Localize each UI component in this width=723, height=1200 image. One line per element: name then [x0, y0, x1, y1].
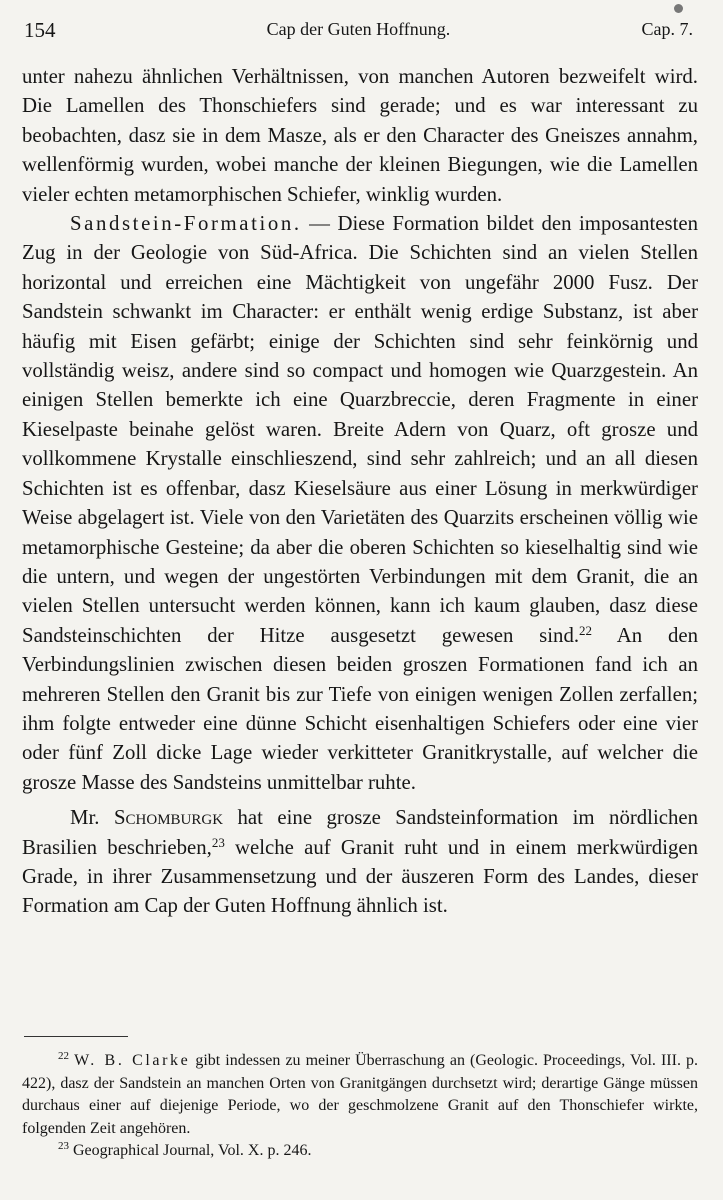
- body-text: [22, 62, 698, 921]
- footnote-ref-22: 22: [579, 622, 593, 638]
- page-number: 154: [24, 18, 56, 42]
- footnote-23: [22, 1140, 698, 1163]
- footnote-author: W. B. Clarke: [74, 1052, 191, 1069]
- footnote-marker-22: 22: [58, 1050, 69, 1062]
- paragraph-2: [22, 209, 698, 797]
- running-header: [24, 18, 693, 46]
- running-title: Cap der Guten Hoffnung.: [266, 19, 451, 39]
- footnote-marker-23: 23: [58, 1140, 69, 1152]
- footnote-23-text: Geographical Journal, Vol. X. p. 246.: [69, 1142, 312, 1159]
- section-heading: Sandstein-Formation.: [70, 212, 302, 236]
- paragraph-3-text-a: hat eine grosze Sandsteinformation im nördlichen Brasilien beschrieben,: [22, 806, 698, 859]
- paragraph-2-text-a: — Diese Formation bildet den imposantesten Zug in der Geologie von Süd-Africa. Die Schichten sind an vielen Stellen horizontal und erreichen eine Mächtigkeit von ungefähr 2000 Fusz. Der Sandstein schwankt im Character: er enthält wenig erdige Substanz, ist aber häufig mit Eisen gefärbt; einige der Schichten sind sehr feinkörnig und vollständig weisz, andere sind so compact und homogen wie Quarzgestein. An einigen Stellen bemerkte ich eine Quarzbreccie, deren Fragmente in einer Kieselpaste beinahe gelöst waren. Breite Adern von Quarz, oft grosze und vollkommene Krystalle einschlieszend, sind sehr zahlreich; und an all diesen Schichten ist es offenbar, dasz Kieselsäure aus einer Lösung in merkwürdiger Weise abgelagert ist. Viele von den Varietäten des Quarzits erscheinen völlig wie metamorphische Gesteine; da aber die oberen Schichten so kieselhaltig sind wie die untern, und wegen der ungestörten Verbindungen mit dem Granit, die an vielen Stellen untersucht werden können, kann ich kaum glauben, dasz diese Sandsteinschichten der Hitze ausgesetzt gewesen sind.: [22, 212, 698, 647]
- footnote-ref-23: 23: [211, 834, 225, 850]
- paragraph-1-text: unter nahezu ähnlichen Verhältnissen, von manchen Autoren bezweifelt wird. Die Lamellen des Thonschiefers sind gerade; und es war interessant zu beobachten, dasz sie in dem Masze, als er den Character des Gneiszes annahm, wellenförmig wurden, wobei manche der kleinen Biegungen, wie die Lamellen vieler echten metamorphischen Schiefer, winklig wurden.: [22, 65, 698, 206]
- footnotes: [22, 1050, 698, 1163]
- footnote-22: [22, 1050, 698, 1140]
- footnote-rule: [24, 1036, 128, 1037]
- paragraph-1: [22, 62, 698, 209]
- footnote-22-text: gibt indessen zu meiner Überraschung an (Geologic. Proceedings, Vol. III. p. 422), dasz der Sandstein an manchen Orten von Granitgängen durchsetzt wird; derartige Gänge müssen durchaus einer auf diejenige Periode, wo der geschmolzene Granit auf den Thonschiefer wirkte, folgenden Zeit angehören.: [22, 1052, 699, 1137]
- paragraph-3-text-b: welche auf Granit ruht und in einem merkwürdigen Grade, in ihrer Zusammensetzung und der äuszeren Form des Landes, dieser Formation am Cap der Guten Hoffnung ähnlich ist.: [22, 835, 698, 918]
- ink-speck: [674, 4, 683, 13]
- paragraph-2-text-b: An den Verbindungslinien zwischen diesen beiden groszen Formationen fand ich an mehreren Stellen den Granit bis zur Tiefe von einigen wenigen Zollen zerfallen; ihm folgte entweder eine dünne Schicht eisenhaltigen Schiefers oder eine vier oder fünf Zoll dicke Lage wieder verkitteter Granitkrystalle, auf welcher die grosze Masse des Sandsteins unmittelbar ruhte.: [22, 623, 698, 794]
- paragraph-3: [22, 803, 698, 921]
- author-name: Schomburgk: [113, 806, 224, 830]
- chapter-label: Cap. 7.: [641, 19, 693, 39]
- paragraph-3-prefix: Mr.: [70, 806, 114, 830]
